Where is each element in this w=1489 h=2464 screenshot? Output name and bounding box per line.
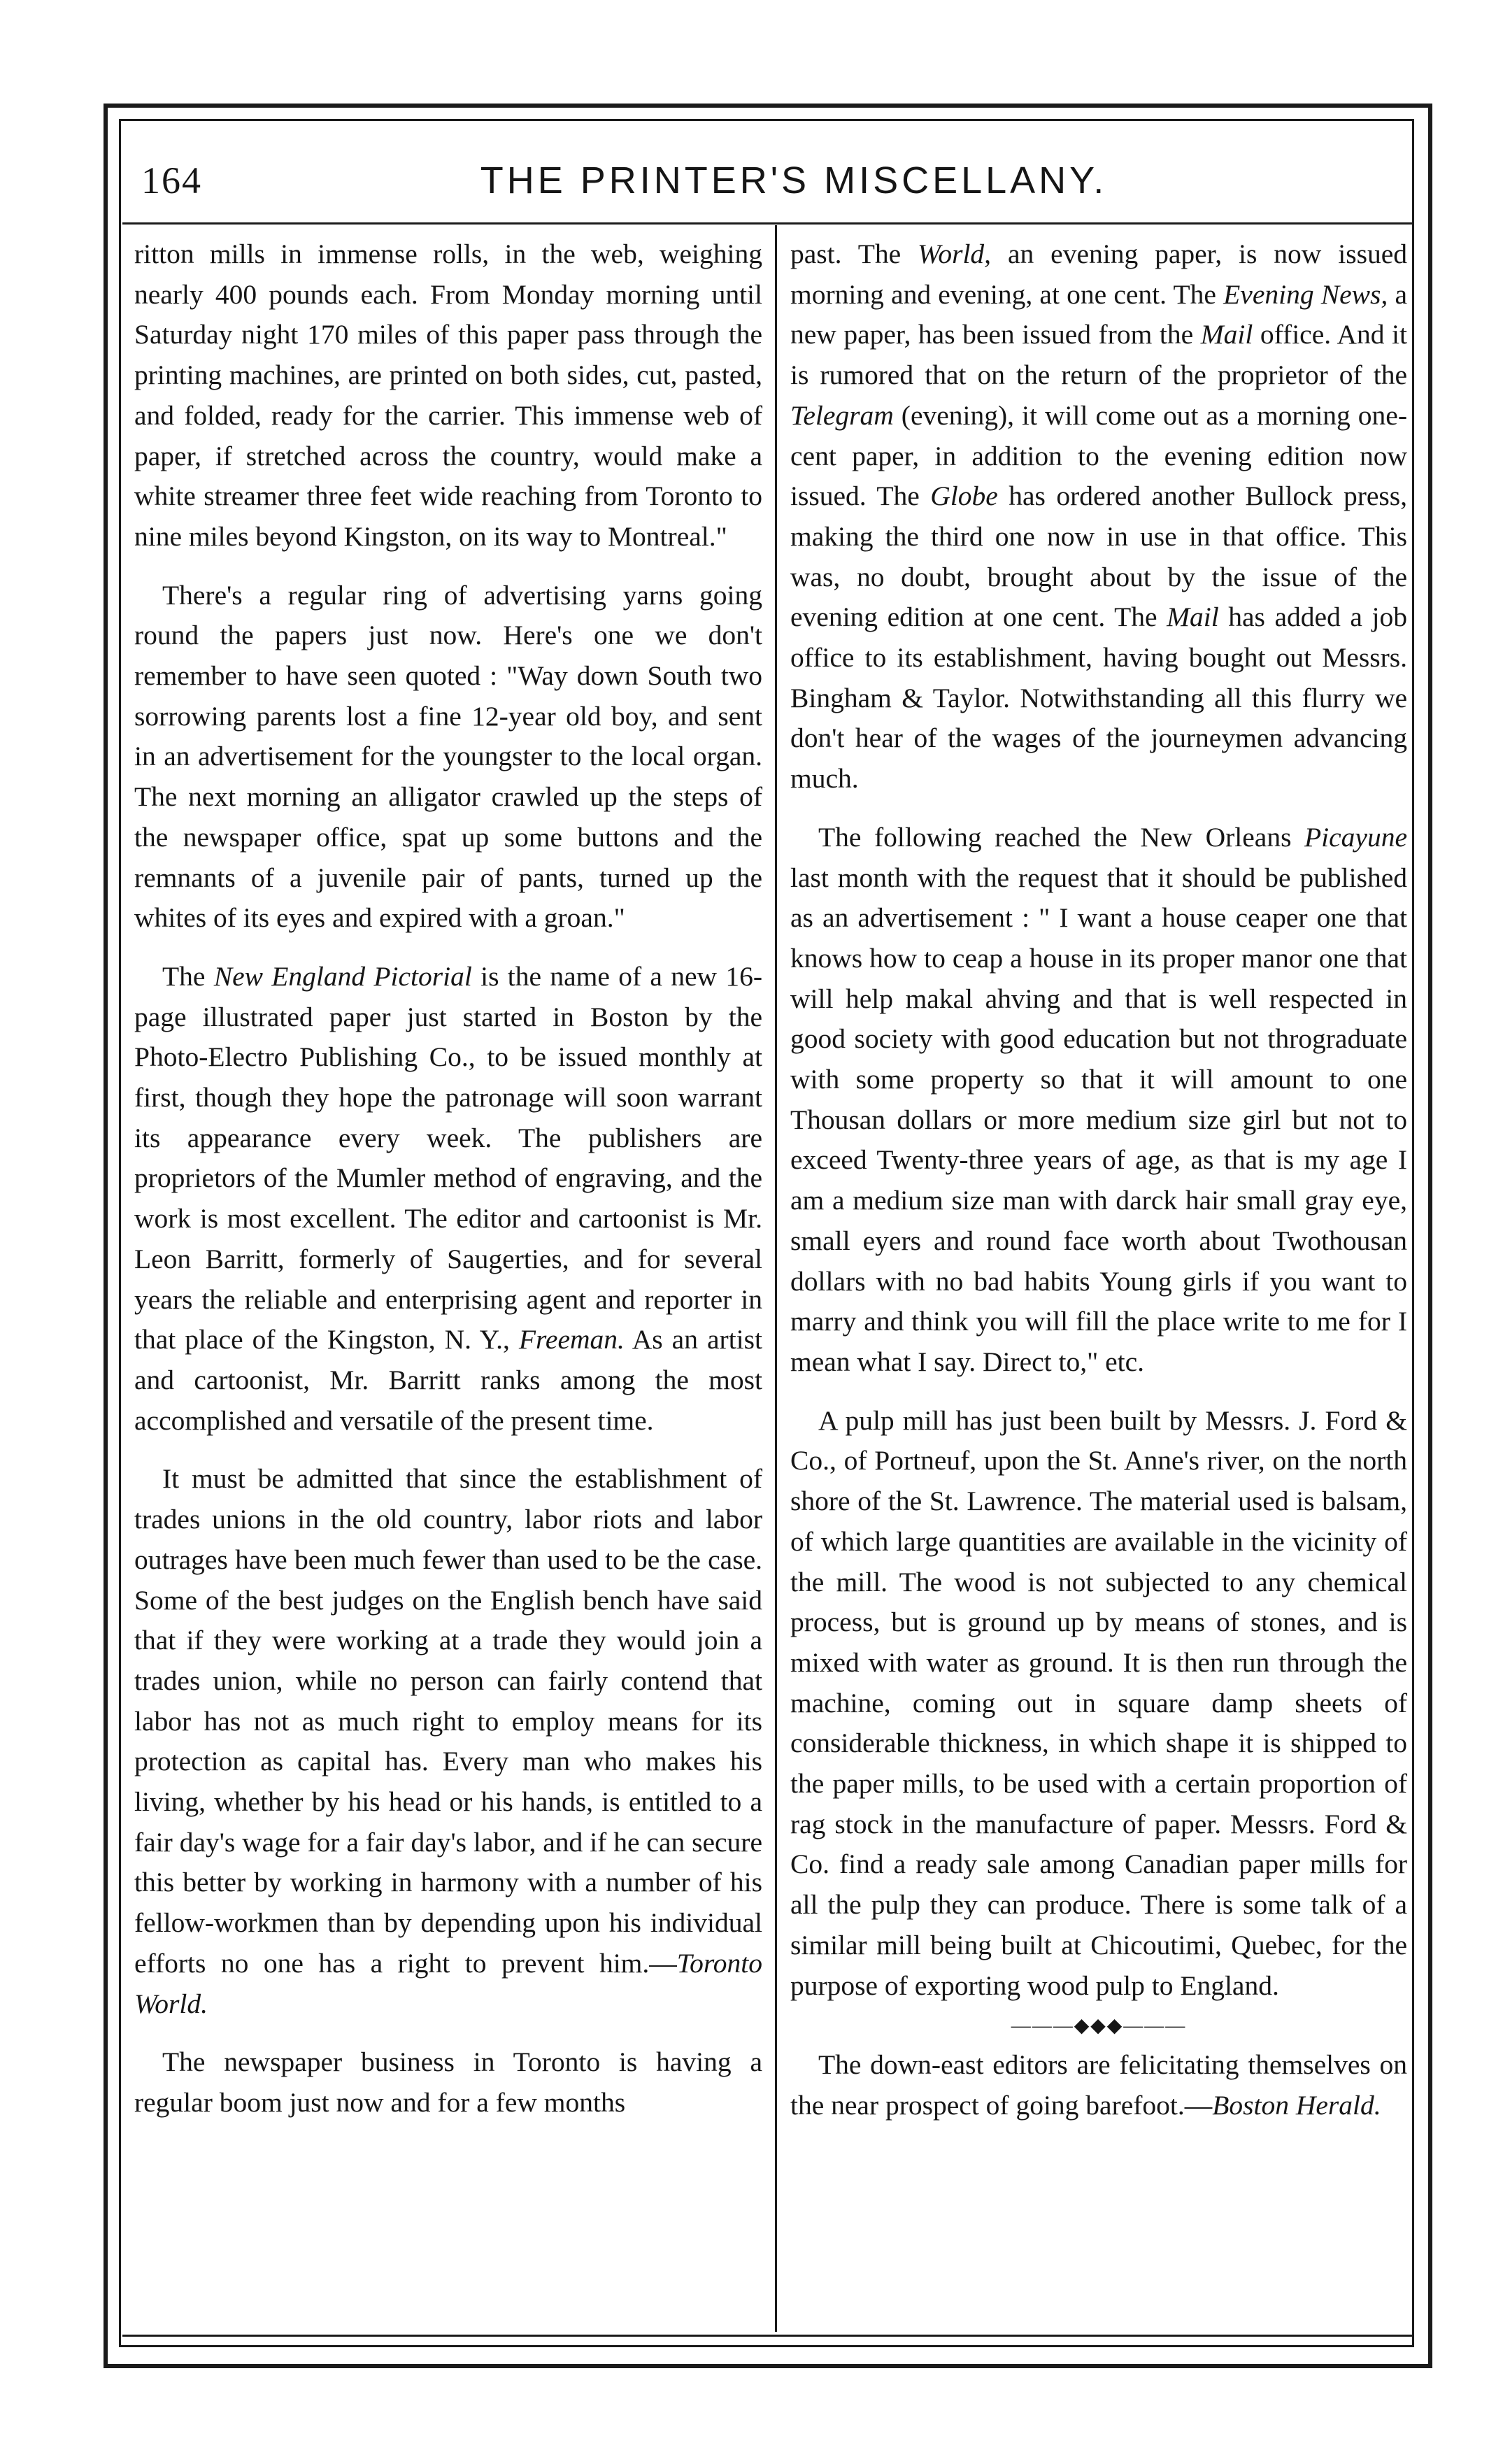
paragraph-toronto-boom: The newspaper business in Toronto is having a regular boom just now and for a few months xyxy=(134,2046,762,2118)
publication-title: Mail xyxy=(1167,601,1219,633)
column-divider xyxy=(775,225,777,2332)
paragraph-pulp-mill: A pulp mill has just been built by Messrs. J. Ford & Co., of Portneuf, upon the St. Anne's river, on the north shore of the St. Lawrence. The material used is balsam, of which large quantities are available in the vicinity of the mill. The wood is not subjected to any chemical process, but is ground up by means of stones, and is mixed with water as ground. It is then run through the machine, coming out in square damp sheets of considerable thickness, in which shape it is shipped to the paper mills, to be used with a certain proportion of rag stock in the manufacture of paper. Messrs. Ford & Co. find a ready sale among Canadian paper mills for all the pulp they can produce. There is some talk of a similar mill being built at Chicoutimi, Quebec, for the purpose of exporting wood pulp to England. xyxy=(790,1404,1407,2001)
text-span: past. The xyxy=(790,238,918,269)
text-span: an evening paper, is now issued morning and evening, at one cent. The xyxy=(790,238,1407,310)
source-citation: Boston Herald. xyxy=(1212,2089,1381,2121)
paragraph-paper-mills: ritton mills in immense rolls, in the web, weighing nearly 400 pounds each. From Monday morning until Saturday night 170 miles of this paper pass through the printing machines, are printed on both sides, cut, pasted, and folded, ready for the carrier. This immense web of paper, if stretched across the country, would make a white streamer three feet wide reaching from Toronto to nine miles beyond Kingston, on its way to Montreal." xyxy=(134,238,762,552)
publication-title: Picayune xyxy=(1304,821,1407,853)
text-span: is the name of a new 16-page illustrated paper just started in Boston by the Photo-Electro Publishing Co., to be issued monthly at first, though they hope the patronage will soon warrant its appearance every week. The publishers are proprietors of the Mumler method of engraving, and the work is most excellent. The editor and cartoonist is Mr. Leon Barritt, formerly of Saugerties, and for several years the reliable and enterprising agent and reporter in that place of the Kingston, N. Y., xyxy=(134,960,762,1355)
text-span: The down-east editors are felicitating themselves on the near prospect of going barefoot.— xyxy=(790,2049,1407,2121)
right-column xyxy=(790,234,1407,2126)
paragraph-new-england-pictorial xyxy=(134,957,762,1441)
paragraph-trades-unions xyxy=(134,1459,762,2024)
ornament-divider: ———◆◆◆——— xyxy=(1011,2015,1187,2037)
publication-title: Globe xyxy=(930,480,998,512)
publication-title: World, xyxy=(918,238,992,269)
text-span: As an artist and cartoonist, Mr. Barritt ranks among the most accomplished and versatile of the present time. xyxy=(134,1324,762,1436)
page-header xyxy=(133,143,1413,220)
page-number: 164 xyxy=(141,159,202,201)
publication-title: Mail xyxy=(1200,319,1253,350)
text-span: last month with the request that it should be published as an advertisement : " I want a house ceaper one that knows how to ceap a house in its proper manor one that will help makal ahving and that is well respected in good society with good education but not thrograduate with some property so that it will amount to one Thousan dollars or more medium size girl but not to exceed Twenty-three years of age, as that is my age I am a medium size man with darck hair small gray eye, small eyers and round face worth about Twothousan dollars with no bad habits Young girls if you want to marry and think you will fill the place write to me for I mean what I say. Direct to," etc. xyxy=(790,862,1407,1377)
text-span: office. And it is rumored that on the return of the proprietor of the xyxy=(790,319,1407,391)
text-span: The xyxy=(162,960,214,992)
text-span: has ordered another Bullock press, making the third one now in use in that office. This was, no doubt, brought about by the issue of the evening edition at one cent. The xyxy=(790,480,1407,633)
text-span: The following reached the New Orleans xyxy=(818,821,1305,853)
text-span: It must be admitted that since the establishment of trades unions in the old country, labor riots and labor outrages have been much fewer than used to be the case. Some of the best judges on the English bench have said that if they were working at a trade they would join a trades union, while no person can fairly contend that labor has not as much right to employ means for its protection as capital has. Every man who makes his living, whether by his head or his hands, is entitled to a fair day's wage for a fair day's labor, and if he can secure this better by working in harmony with a number of his fellow-workmen than by depending upon his individual efforts no one has a right to prevent him.— xyxy=(134,1463,762,1979)
source-citation: Toronto World. xyxy=(134,1947,762,2019)
publication-title: New England Pictorial xyxy=(213,960,472,992)
left-column xyxy=(134,234,762,2123)
publication-title: Evening News, xyxy=(1223,278,1388,310)
running-title: THE PRINTER'S MISCELLANY. xyxy=(480,159,1108,201)
bottom-rule xyxy=(122,2335,1413,2337)
paragraph-advertising-yarns: There's a regular ring of advertising yarns going round the papers just now. Here's one we don't remember to have seen quoted : "Way down South two sorrowing parents lost a fine 12-year old boy, and sent in an advertisement for the youngster to the local organ. The next morning an alligator crawled up the steps of the newspaper office, spat up some buttons and the remnants of a juvenile pair of pants, turned up the whites of its eyes and expired with a groan." xyxy=(134,579,762,934)
text-span: a new paper, has been issued from the xyxy=(790,278,1408,350)
publication-title: Telegram xyxy=(790,399,894,431)
paragraph-toronto-papers xyxy=(790,234,1407,799)
header-rule xyxy=(122,222,1413,225)
paragraph-down-east-editors xyxy=(790,2045,1407,2125)
paragraph-picayune-advertisement xyxy=(790,818,1407,1383)
text-span: has added a job office to its establishment, having bought out Messrs. Bingham & Taylor. Notwithstanding all this flurry we don't hear of the wages of the journeymen advancing much. xyxy=(790,601,1407,795)
text-span: (evening), it will come out as a morning one-cent paper, in addition to the evening edition now issued. The xyxy=(790,399,1407,512)
publication-title: Freeman. xyxy=(518,1324,625,1355)
